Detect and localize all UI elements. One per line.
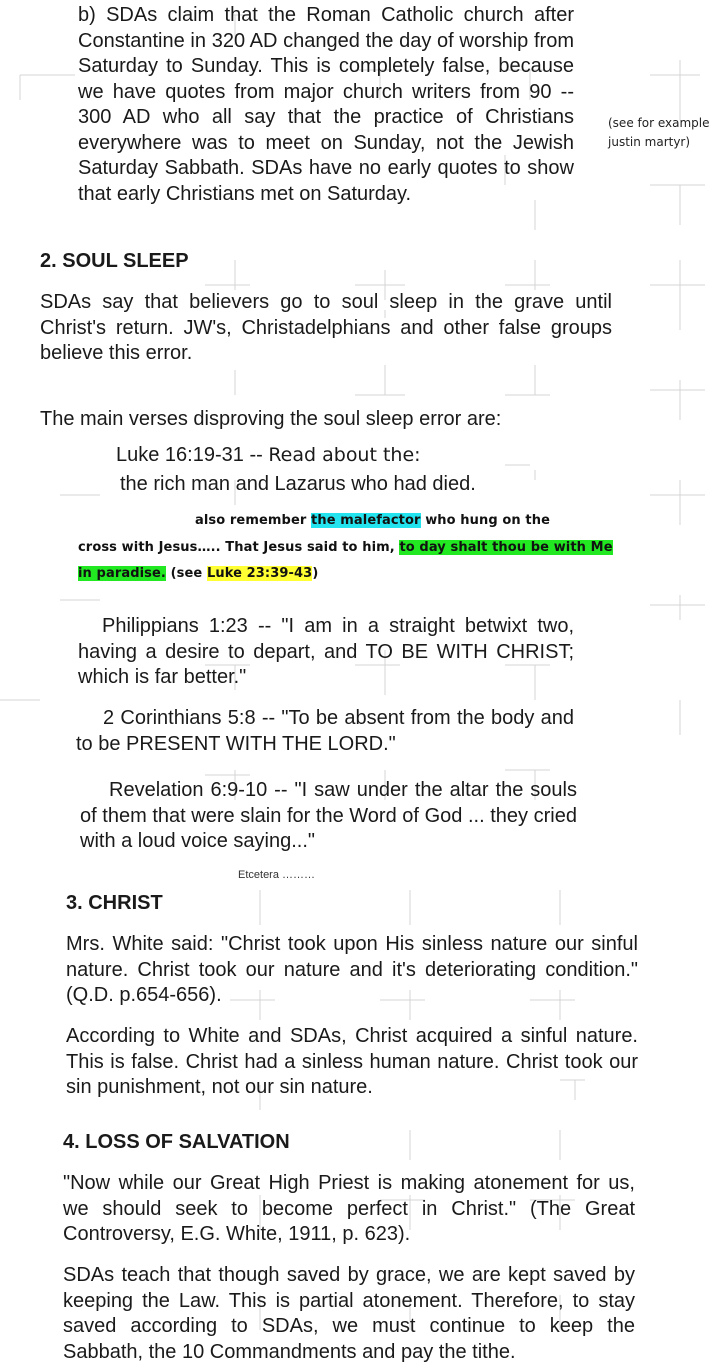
- side-note: [608, 114, 720, 152]
- note-line-2-text: cross with Jesus….. That Jesus said to him,: [78, 540, 395, 555]
- christ-paragraph-2: According to White and SDAs, Christ acquired a sinful nature. This is false. Christ had a sinless human nature. Christ took our sin punishment, not our sin nature.: [66, 1025, 638, 1098]
- section-b-paragraph: b) SDAs claim that the Roman Catholic church after Constantine in 320 AD changed the day of worship from Saturday to Sunday. This is completely false, because we have quotes from major church writers from 90 -- 300 AD who all say that the practice of Christians everywhere was to meet on Sunday, not the Jewish Saturday Sabbath. SDAs have no early quotes to show that early Christians met on Saturday.: [78, 4, 574, 205]
- malefactor-note-line-2: [78, 535, 678, 561]
- paradise-quote-highlight-1: to day shalt thou be with Me: [399, 540, 613, 555]
- christ-paragraph-1: Mrs. White said: "Christ took upon His sinless nature our sinful nature. Christ took our nature and it's deteriorating condition." (Q.D. p.654-656).: [66, 933, 638, 1006]
- loss-of-salvation-paragraph-2: SDAs teach that though saved by grace, we are kept saved by keeping the Law. This is partial atonement. Therefore, to stay saved according to SDAs, we must continue to keep the Sabbath, the 10 Commandments and pay the tithe.: [63, 1264, 635, 1363]
- soul-sleep-intro: SDAs say that believers go to soul sleep in the grave until Christ's return. JW's, Christadelphians and other false groups believe this error.: [40, 291, 612, 364]
- malefactor-note-line-1: [195, 508, 575, 534]
- christ-heading: 3. CHRIST: [66, 892, 163, 914]
- note-close-paren: ): [312, 566, 319, 581]
- soul-sleep-verses-intro: The main verses disproving the soul sleep error are:: [40, 408, 502, 430]
- note-part-2: who hung on the: [425, 513, 551, 528]
- note-see: (see: [170, 566, 203, 581]
- side-note-line-2: justin martyr): [608, 135, 691, 149]
- philippians-verse: Philippians 1:23 -- "I am in a straight betwixt two, having a desire to depart, and TO BE WITH CHRIST; which is far better.": [78, 615, 574, 688]
- malefactor-note-line-3: [78, 561, 678, 587]
- luke-read-about: Read about the:: [268, 444, 421, 466]
- loss-of-salvation-paragraph-1: "Now while our Great High Priest is making atonement for us, we should seek to become perfect in Christ." (The Great Controversy, E.G. White, 1911, p. 623).: [63, 1172, 635, 1245]
- malefactor-highlight: the malefactor: [311, 513, 421, 528]
- luke-reference: Luke 16:19-31 --: [116, 444, 263, 466]
- luke-23-highlight: Luke 23:39-43: [206, 566, 313, 581]
- loss-of-salvation-heading: 4. LOSS OF SALVATION: [63, 1131, 290, 1153]
- luke-reference-line: [116, 443, 536, 469]
- note-part-1: also remember: [195, 513, 307, 528]
- soul-sleep-heading: 2. SOUL SLEEP: [40, 250, 189, 272]
- etcetera-note: Etcetera ………: [238, 869, 316, 881]
- luke-text: the rich man and Lazarus who had died.: [120, 473, 476, 495]
- corinthians-verse: 2 Corinthians 5:8 -- "To be absent from the body and to be PRESENT WITH THE LORD.": [76, 707, 574, 755]
- side-note-line-1: (see for example: [608, 116, 710, 130]
- paradise-quote-highlight-2: in paradise.: [78, 566, 166, 581]
- revelation-verse: Revelation 6:9-10 -- "I saw under the altar the souls of them that were slain for the Word of God ... they cried with a loud voice saying...": [80, 779, 577, 852]
